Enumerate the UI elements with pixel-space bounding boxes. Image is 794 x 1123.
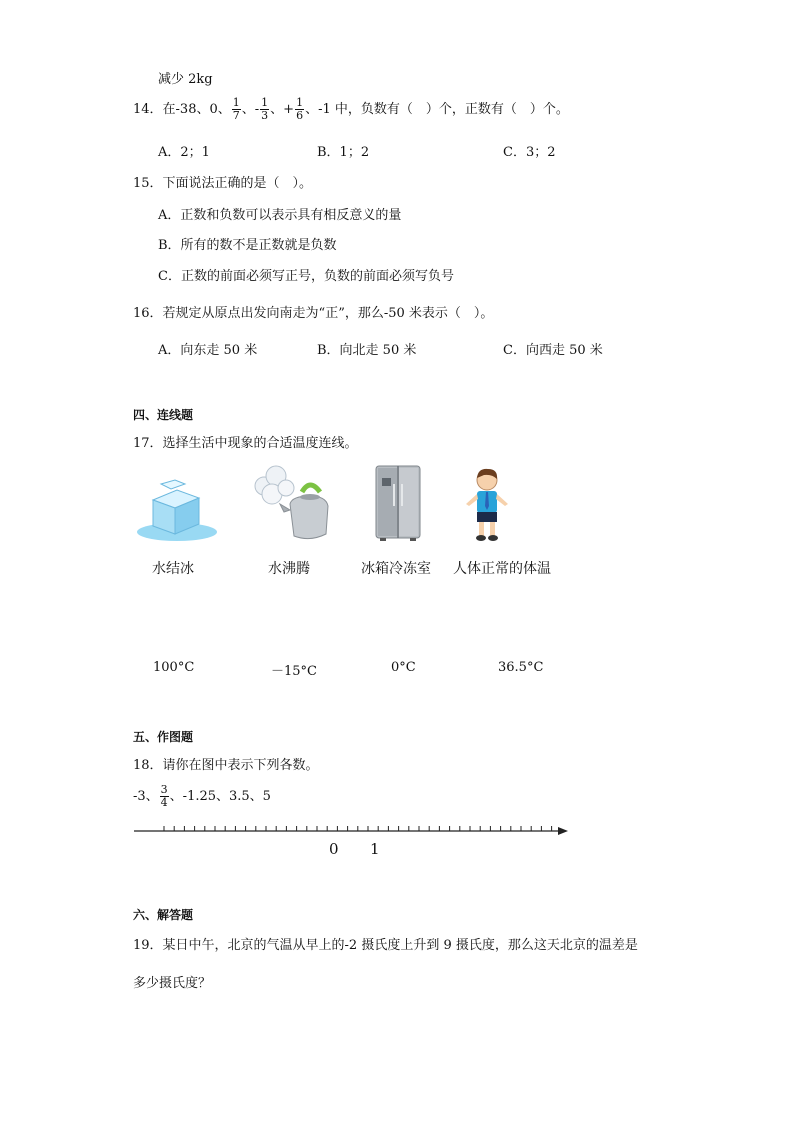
q16-option-a: A．向东走 50 米 xyxy=(158,343,258,358)
q14-suffix: 、-1 中，负数有（ ）个，正数有（ ）个。 xyxy=(305,102,569,117)
question-19-line2: 多少摄氏度？ xyxy=(133,976,212,991)
q15-option-c: C．正数的前面必须写正号，负数的前面必须写负号 xyxy=(158,269,454,284)
fraction-3-4: $\frac{3}{4}$ xyxy=(160,783,168,809)
question-18-stem: 18．请你在图中表示下列各数。 xyxy=(133,758,319,773)
boy-icon xyxy=(462,466,512,544)
boiling-kettle-icon xyxy=(250,464,332,544)
section-4-heading: 四、连线题 xyxy=(133,408,194,422)
q18-numbers xyxy=(133,780,271,814)
question-14-stem xyxy=(133,96,569,124)
q15-option-a: A．正数和负数可以表示具有相反意义的量 xyxy=(158,208,402,223)
q17-label-boiling: 水沸腾 xyxy=(268,561,310,577)
q18-numbers-prefix: -3、 xyxy=(133,789,159,804)
fraction-1-3: $\frac{1}{3}$ xyxy=(261,96,269,122)
q16-option-c: C．向西走 50 米 xyxy=(503,343,603,358)
q15-option-b: B．所有的数不是正数就是负数 xyxy=(158,238,337,253)
question-17-stem: 17．选择生活中现象的合适温度连线。 xyxy=(133,436,358,451)
q17-temp-100: 100°C xyxy=(153,660,195,675)
q17-temp-minus15: －15°C xyxy=(271,664,317,679)
section-6-heading: 六、解答题 xyxy=(133,908,194,922)
fraction-1-7: $\frac{1}{7}$ xyxy=(232,96,240,122)
q14-option-a: A．2；1 xyxy=(158,145,210,160)
refrigerator-icon xyxy=(372,464,424,542)
axis-label-1: 1 xyxy=(370,840,380,858)
q17-label-body-temp: 人体正常的体温 xyxy=(453,561,551,577)
number-line-ticks xyxy=(164,826,552,831)
question-16-stem: 16．若规定从原点出发向南走为“正”，那么-50 米表示（ ）。 xyxy=(133,306,494,321)
q17-label-freezing: 水结冰 xyxy=(152,561,194,577)
q17-label-freezer: 冰箱冷冻室 xyxy=(361,561,431,577)
number-line-arrow xyxy=(558,827,568,835)
q17-temp-0: 0°C xyxy=(391,660,416,675)
section-5-heading: 五、作图题 xyxy=(133,730,194,744)
question-19-line1: 19．某日中午，北京的气温从早上的-2 摄氏度上升到 9 摄氏度，那么这天北京的温差是 xyxy=(133,938,638,953)
number-line xyxy=(130,820,575,840)
q14-option-b: B．1；2 xyxy=(317,145,370,160)
q14-prefix: 14．在-38、0、 xyxy=(133,102,231,117)
q14-sep1: 、- xyxy=(241,102,260,117)
q17-temp-36-5: 36.5°C xyxy=(498,660,544,675)
fraction-1-6: $\frac{1}{6}$ xyxy=(296,96,304,122)
q16-option-b: B．向北走 50 米 xyxy=(317,343,417,358)
q18-numbers-suffix: 、-1.25、3.5、5 xyxy=(169,789,271,804)
q14-sep2: 、+ xyxy=(270,102,295,117)
question-15-stem: 15．下面说法正确的是（ ）。 xyxy=(133,176,313,191)
axis-label-0: 0 xyxy=(329,840,339,858)
previous-option-text: 减少 2kg xyxy=(158,72,213,87)
ice-cube-icon xyxy=(135,478,219,544)
q14-option-c: C．3；2 xyxy=(503,145,556,160)
